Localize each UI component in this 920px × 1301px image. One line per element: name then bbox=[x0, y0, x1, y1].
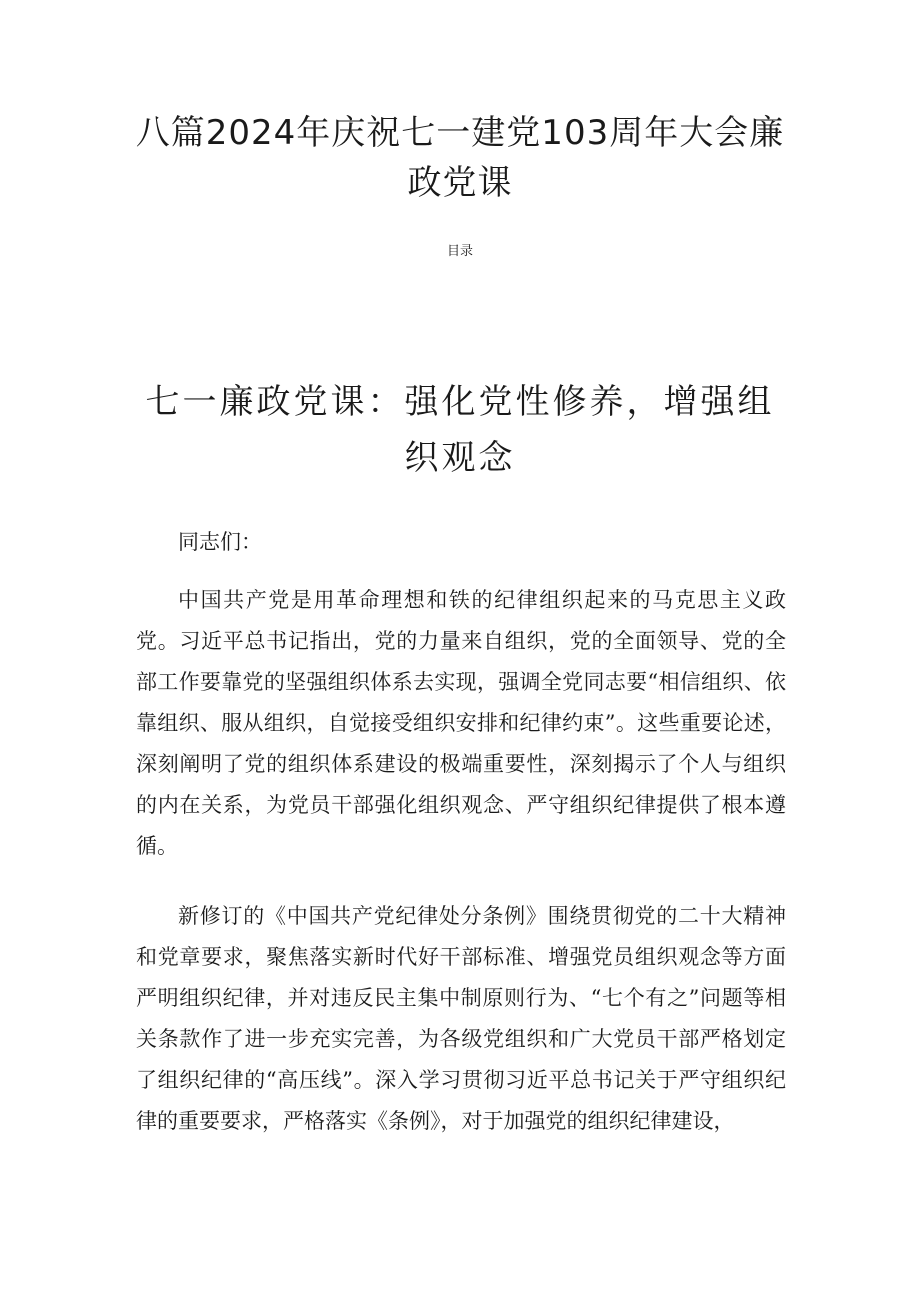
section-title: 七一廉政党课：强化党性修养，增强组织观念 bbox=[145, 382, 775, 478]
salutation: 同志们： bbox=[178, 530, 262, 554]
paragraph-2: 新修订的《中国共产党纪律处分条例》围绕贯彻党的二十大精神和党章要求，聚焦落实新时代好干部标准、增强党员组织观念等方面严明组织纪律，并对违反民主集中制原则行为、“七个有之”问题等相关条款作了进一步充实完善，为各级党组织和广大党员干部严格划定了组织纪律的“高压线”。深入学习贯彻习近平总书记关于严守组织纪律的重要要求，严格落实《条例》，对于加强党的组织纪律建设， bbox=[136, 904, 786, 1133]
document-title: 八篇2024年庆祝七一建党103周年大会廉政党课 bbox=[135, 113, 785, 203]
paragraph-1: 中国共产党是用革命理想和铁的纪律组织起来的马克思主义政党。习近平总书记指出，党的力量来自组织，党的全面领导、党的全部工作要靠党的坚强组织体系去实现，强调全党同志要“相信组织、依靠组织、服从组织，自觉接受组织安排和纪律约束”。这些重要论述，深刻阐明了党的组织体系建设的极端重要性，深刻揭示了个人与组织的内在关系，为党员干部强化组织观念、严守组织纪律提供了根本遵循。 bbox=[136, 588, 786, 858]
toc-label: 目录 bbox=[446, 244, 473, 259]
